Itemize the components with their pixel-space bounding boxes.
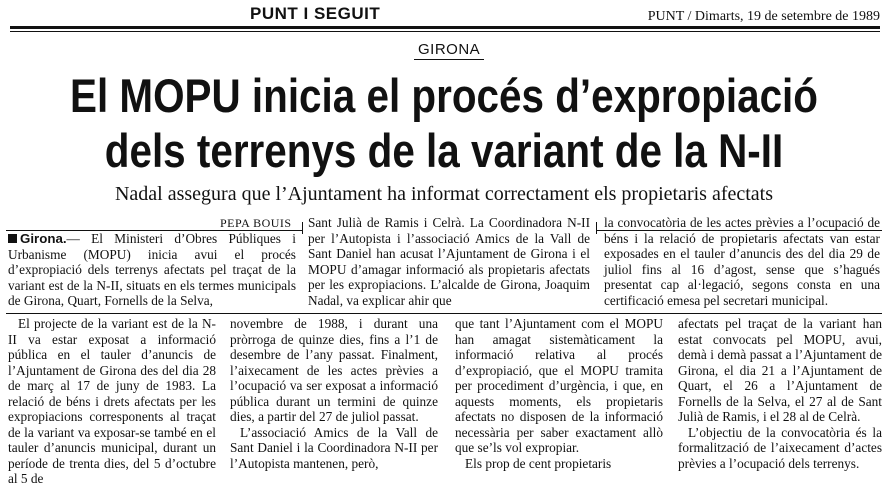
- body-text-2a: novembre de 1988, i durant una pròrroga de quinze dies, fins a l’1 de desembre de l’any passat. Finalment, l’aixecament de les actes prèvies a l’ocupació va ser exposat a informació pública durant un termini de quinze dies, a partir del 27 de juliol passat.: [230, 316, 438, 424]
- square-bullet-icon: [8, 234, 17, 243]
- section-name: PUNT I SEGUIT: [250, 4, 381, 23]
- lead-text-1: — El Ministeri d’Obres Públiques i Urbanisme (MOPU) inicia avui el procés d’expropiació dels terrenys afectats pel traçat de la variant est de la N-II, situats en els termes municipals de Girona, Quart, Fornells de la Selva,: [8, 231, 296, 308]
- byline: PEPA BOUIS: [220, 216, 292, 230]
- lead-text-3: la convocatòria de les actes prèvies a l’ocupació de béns i la relació de propietaris afectats van estar exposades en el tauler d’anuncis des del dia 29 de juliol fins al 16 d’agost, sense que s’hagués presentat cap al·legació, segons consta en una certificació emesa pel secretari municipal.: [604, 215, 880, 308]
- dateline: PUNT / Dimarts, 19 de setembre de 1989: [647, 9, 880, 24]
- body-column-1: [8, 316, 216, 487]
- lead-box-bottom: [6, 313, 882, 314]
- lead-box-tick-right: [596, 222, 597, 234]
- top-rule: [10, 26, 880, 29]
- location: Girona.: [20, 231, 67, 246]
- body-text-3a: que tant l’Ajuntament com el MOPU han amagat sistemàticament la informació relativa al procés d’expropiació, que el MOPU tramita per procediment d’urgència, i que, en aquests moments, els propietaris afectats no disposen de la informació necessària per saber exactament allò que se’ls vol expropiar.: [455, 316, 663, 455]
- top-rule-thin: [10, 31, 880, 32]
- body-text-4b: L’objectiu de la convocatòria és la formalització de l’aixecament d’actes prèvies a l’ocupació dels terrenys.: [678, 424, 882, 471]
- lead-text-2: Sant Julià de Ramis i Celrà. La Coordinadora N-II per l’Autopista i l’associació Amics de la Vall de Sant Daniel han acusat l’Ajuntament de Girona i el MOPU d’amagar informació als propietaris afectats per les expropiacions. L’alcalde de Girona, Joaquim Nadal, va explicar ahir que: [308, 215, 590, 308]
- body-text-3b: Els prop de cent propietaris: [465, 455, 612, 471]
- lead-box-tick-left: [302, 222, 303, 234]
- lead-column-2: [308, 215, 590, 308]
- body-column-3: [455, 316, 663, 471]
- lead-column-1: [8, 231, 296, 309]
- body-column-2: [230, 316, 438, 471]
- body-text-1: El projecte de la variant est de la N-II va estar exposat a informació pública en el tauler d’anuncis de l’Ajuntament de Girona des del dia 28 de març al 17 de juny de 1983. La relació de béns i drets afectats per les expropiacions corresponents al traçat de la variant va exposar-se també en el tauler d’anuncis municipal, durant un període de trenta dies, del 5 d’octubre al 5 de: [8, 316, 216, 486]
- body-text-4a: afectats pel traçat de la variant han estat convocats pel MOPU, avui, demà i demà passat a l’Ajuntament de Girona, el dia 21 a l’Ajuntament de Quart, el 26 a l’Ajuntament de Fornells de la Selva, el 27 al de Sant Julià de Ramis, i el 28 al de Celrà.: [678, 316, 882, 424]
- lead-column-3: [604, 215, 880, 308]
- headline-line-2: dels terrenys de la variant de la N-II: [104, 124, 784, 177]
- subheadline: Nadal assegura que l’Ajuntament ha informat correctament els propietaris afectats: [114, 183, 774, 205]
- body-text-2b: L’associació Amics de la Vall de Sant Daniel i la Coordinadora N-II per l’Autopista mantenen, però,: [230, 424, 438, 471]
- kicker: GIRONA: [414, 41, 484, 60]
- headline-line-1: El MOPU inicia el procés d’expropiació: [69, 69, 818, 122]
- body-column-4: [678, 316, 882, 471]
